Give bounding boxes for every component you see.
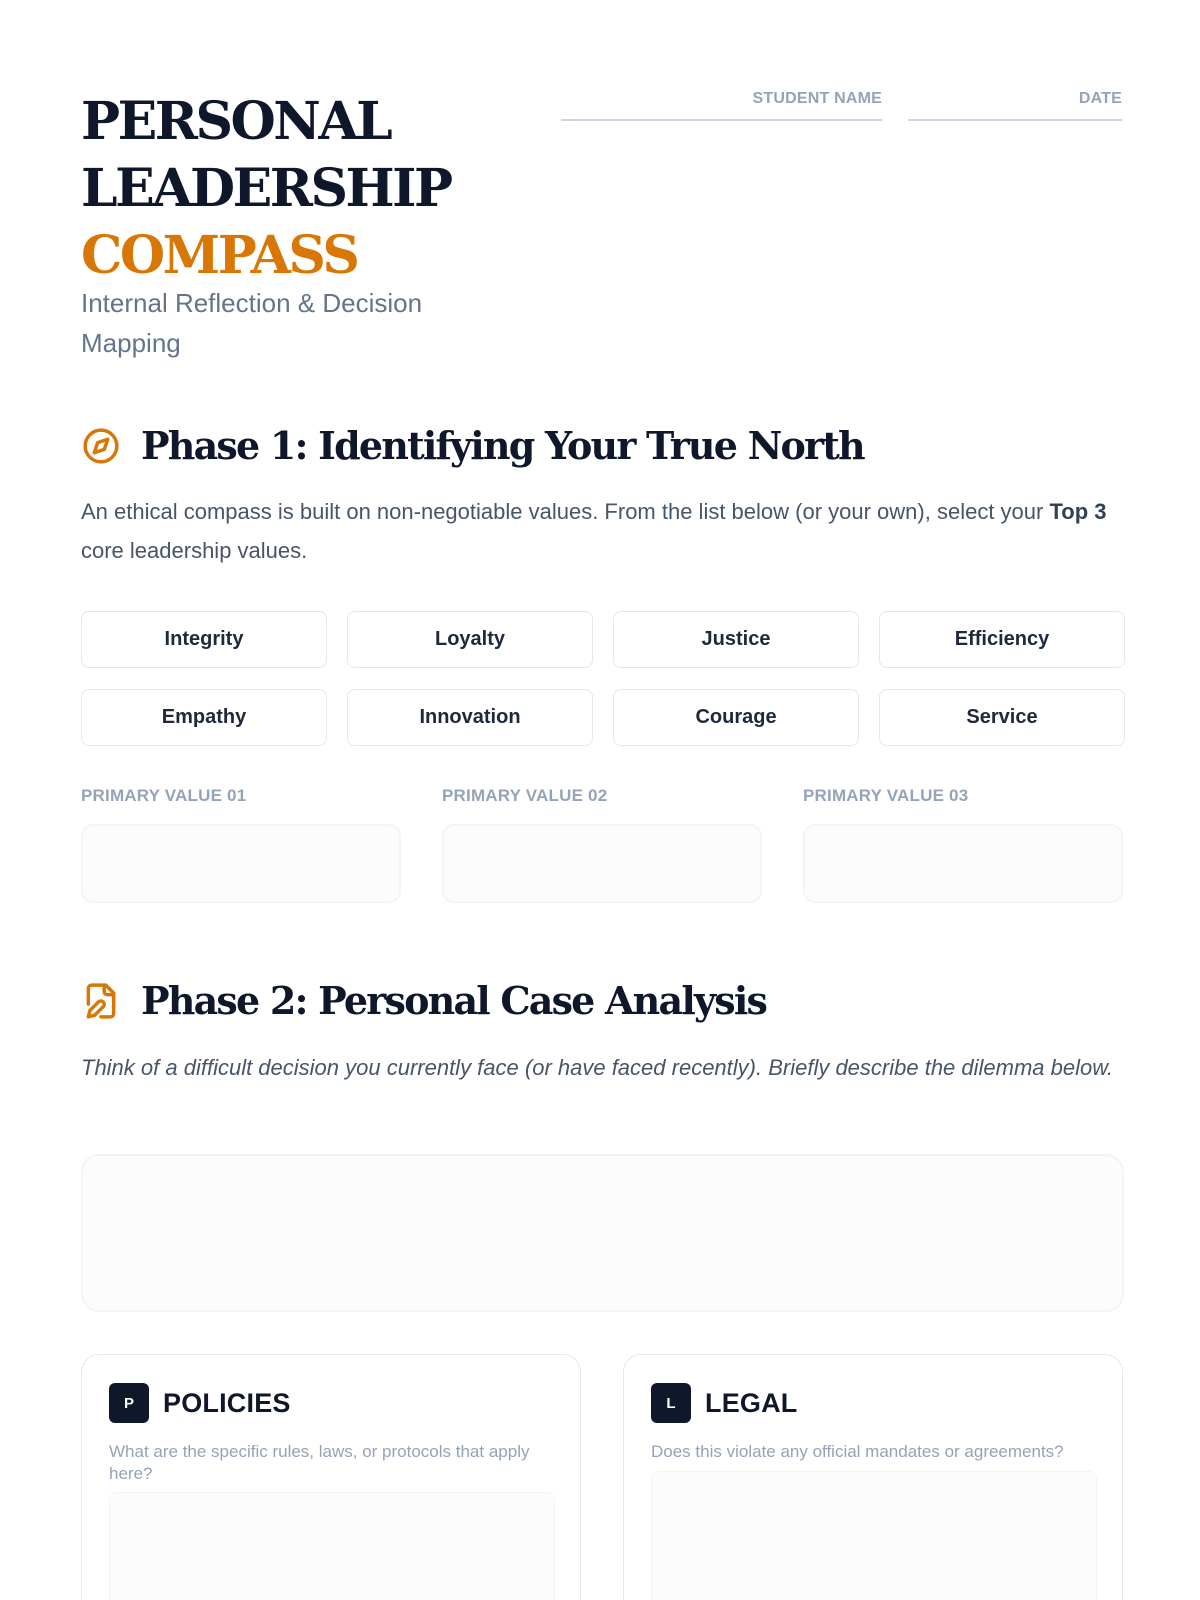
legal-title: LEGAL [705,1387,798,1418]
file-pen-icon [81,981,121,1021]
phase-1-desc-emphasis: Top 3 [1049,499,1107,524]
policies-card-header [109,1383,291,1423]
legal-input[interactable] [651,1471,1097,1600]
legal-card [623,1354,1123,1600]
phase-2-title: Phase 2: Personal Case Analysis [141,978,767,1023]
phase-2-description: Think of a difficult decision you currently face (or have faced recently). Briefly describe the dilemma below. [81,1055,1114,1080]
primary-value-3-label: PRIMARY VALUE 03 [803,786,969,805]
title-line-1: PERSONAL [81,91,391,152]
primary-value-2-label: PRIMARY VALUE 02 [442,786,608,805]
phase-1-description [81,492,1131,570]
value-chip-innovation[interactable]: Innovation [347,689,593,746]
phase-1-heading [81,423,864,468]
compass-icon [81,426,121,466]
value-chip-efficiency[interactable]: Efficiency [879,611,1125,668]
primary-value-1-label: PRIMARY VALUE 01 [81,786,247,805]
legal-badge: L [651,1383,691,1423]
phase-1-title: Phase 1: Identifying Your True North [141,423,864,468]
value-chip-service[interactable]: Service [879,689,1125,746]
title-accent: COMPASS [81,225,358,286]
policies-prompt: What are the specific rules, laws, or protocols that apply here? [109,1442,530,1483]
student-name-field[interactable] [561,88,882,121]
date-label: DATE [1078,90,1122,107]
primary-value-2 [442,786,762,903]
legal-prompt: Does this violate any official mandates or agreements? [651,1442,1064,1461]
value-chip-empathy[interactable]: Empathy [81,689,327,746]
policies-title: POLICIES [163,1387,291,1418]
value-chip-courage[interactable]: Courage [613,689,859,746]
date-field[interactable] [908,88,1122,121]
student-name-label: STUDENT NAME [752,90,882,107]
worksheet-subtitle: Internal Reflection & Decision Mapping [81,288,423,358]
primary-value-1 [81,786,401,903]
policies-badge: P [109,1383,149,1423]
primary-value-3 [803,786,1123,903]
worksheet-header [81,88,1121,368]
primary-value-1-input[interactable] [81,824,401,903]
value-chip-justice[interactable]: Justice [613,611,859,668]
legal-card-header [651,1383,798,1423]
value-chip-loyalty[interactable]: Loyalty [347,611,593,668]
dilemma-input[interactable] [81,1154,1124,1312]
value-chip-integrity[interactable]: Integrity [81,611,327,668]
policies-card [81,1354,581,1600]
phase-2-heading [81,978,766,1023]
phase-1-desc-text: An ethical compass is built on non-negotiable values. From the list below (or your own), select your [81,499,1050,524]
phase-1-desc-text-end: core leadership values. [81,538,308,563]
primary-value-3-input[interactable] [803,824,1123,903]
value-options [81,611,1124,746]
title-line-2: LEADERSHIP [81,158,451,219]
primary-value-2-input[interactable] [442,824,762,903]
policies-input[interactable] [109,1492,555,1600]
